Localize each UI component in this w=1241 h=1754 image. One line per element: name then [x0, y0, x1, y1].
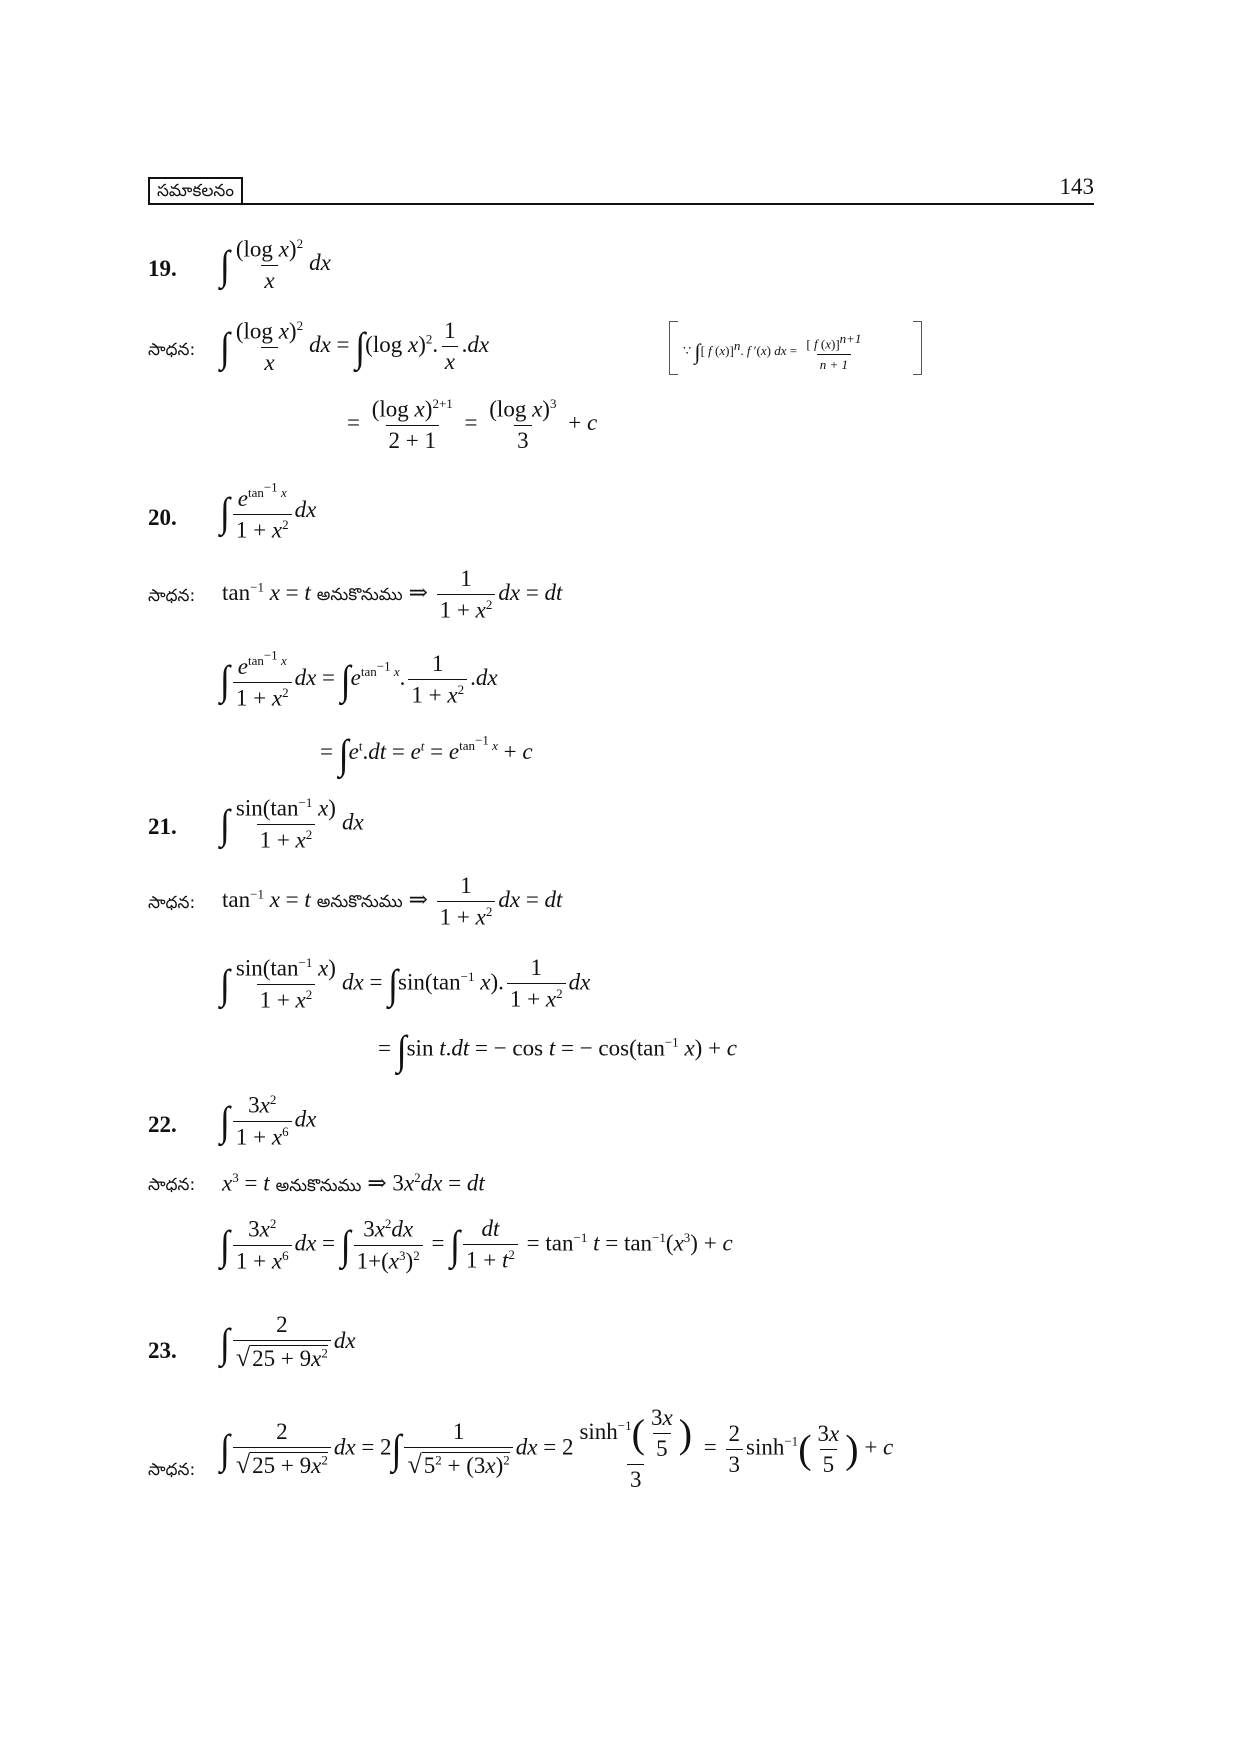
solution-step: = $\int e^t.dt = e^t = e^{tan^{-1} x} + c$ — [320, 730, 533, 777]
solution-step: ∫ $\frac{(\log x)^2}{x}$ dx = ∫(log x)$^2$. $\frac{1}{x}$ .dx — [220, 318, 490, 375]
solution-step: ∫ $\frac{e^{tan^{-1} x}}{1 + x^2}$ dx = $\int e^{tan^{-1} x}$. $\frac{1}{1 + x^2}$ .dx — [220, 648, 498, 711]
problem-number: 20. — [148, 505, 177, 530]
solution-label: సాధన: — [148, 586, 196, 606]
solution-step: ∫ $\frac{3x^2}{1 + x^6}$ dx = ∫ $\frac{3x^2dx}{1+(x^3)^2}$ = ∫ $\frac{dt}{1 + t^2}$ = $\tan^{-1} t = \tan^{-1}(x^3) + c$ — [220, 1216, 733, 1274]
problem-number: 21. — [148, 814, 177, 839]
formula-reminder-box: ∵ ∫[ f (x)]$^n$. f ′(x) dx = $\frac{[ f (x)]^{n+1}}{n + 1}$ — [669, 321, 922, 373]
solution-step: $x^3 = t$ అనుకొనుము ⇒ $3x^2dx$ = dt — [222, 1170, 485, 1196]
chapter-title: సమాకలనం — [157, 181, 234, 201]
problem-expression: ∫ $\frac{(\log x)^2}{x}$ dx — [220, 236, 331, 293]
solution-step: $\tan^{-1} x = t$ అనుకొనుము ⇒ $\frac{1}{1 + x^2}$ dx = dt — [222, 566, 563, 623]
chapter-title-box — [148, 177, 243, 205]
solution-step: ∫ $\frac{2}{√25 + 9x^2}$ dx = 2∫ $\frac{1}{√5^2 + (3x)^2}$ dx = 2 $\sinh^{-1}$( $\frac{3x}{5}$ ) 3 = $\frac{2}{3}$ $\sinh^{-1}$( $\frac{3x}{5}$ ) + c — [220, 1405, 894, 1492]
problem-number: 19. — [148, 256, 177, 281]
solution-label: సాధన: — [148, 340, 196, 360]
assume-word: అనుకొనుము — [316, 585, 403, 606]
solution-step: = $\frac{(\log x)^{2+1}}{2 + 1}$ = $\frac{(\log x)^3}{3}$ + c — [347, 396, 598, 453]
solution-step: $\tan^{-1} x = t$ అనుకొనుము ⇒ $\frac{1}{1 + x^2}$ dx = dt — [222, 873, 563, 930]
solution-step: ∫ $\frac{\sin(\tan^{-1} x)}{1 + x^2}$ dx = $\int\sin(\tan^{-1}$ x). $\frac{1}{1 + x^2}$ dx — [220, 955, 591, 1013]
problem-expression: ∫ $\frac{2}{√25 + 9x^2}$ dx — [220, 1312, 356, 1372]
assume-word: అనుకొనుము — [316, 892, 403, 913]
assume-word: అనుకొనుము — [275, 1175, 362, 1196]
header-rule — [148, 203, 1094, 205]
page-number: 143 — [1059, 174, 1094, 199]
problem-number: 23. — [148, 1338, 177, 1363]
solution-step: = ∫sin t.dt = − cos t = − $\cos(\tan^{-1}$ x) + c — [378, 1027, 738, 1073]
problem-expression: ∫ $\frac{e^{tan^{-1} x}}{1 + x^2}$ dx — [220, 480, 317, 543]
problem-number: 22. — [148, 1112, 177, 1137]
solution-label: సాధన: — [148, 1460, 196, 1480]
solution-label: సాధన: — [148, 1175, 196, 1195]
problem-expression: ∫ $\frac{3x^2}{1 + x^6}$ dx — [220, 1092, 317, 1150]
problem-expression: ∫ $\frac{\sin(\tan^{-1} x)}{1 + x^2}$ dx — [220, 795, 364, 853]
solution-label: సాధన: — [148, 893, 196, 913]
